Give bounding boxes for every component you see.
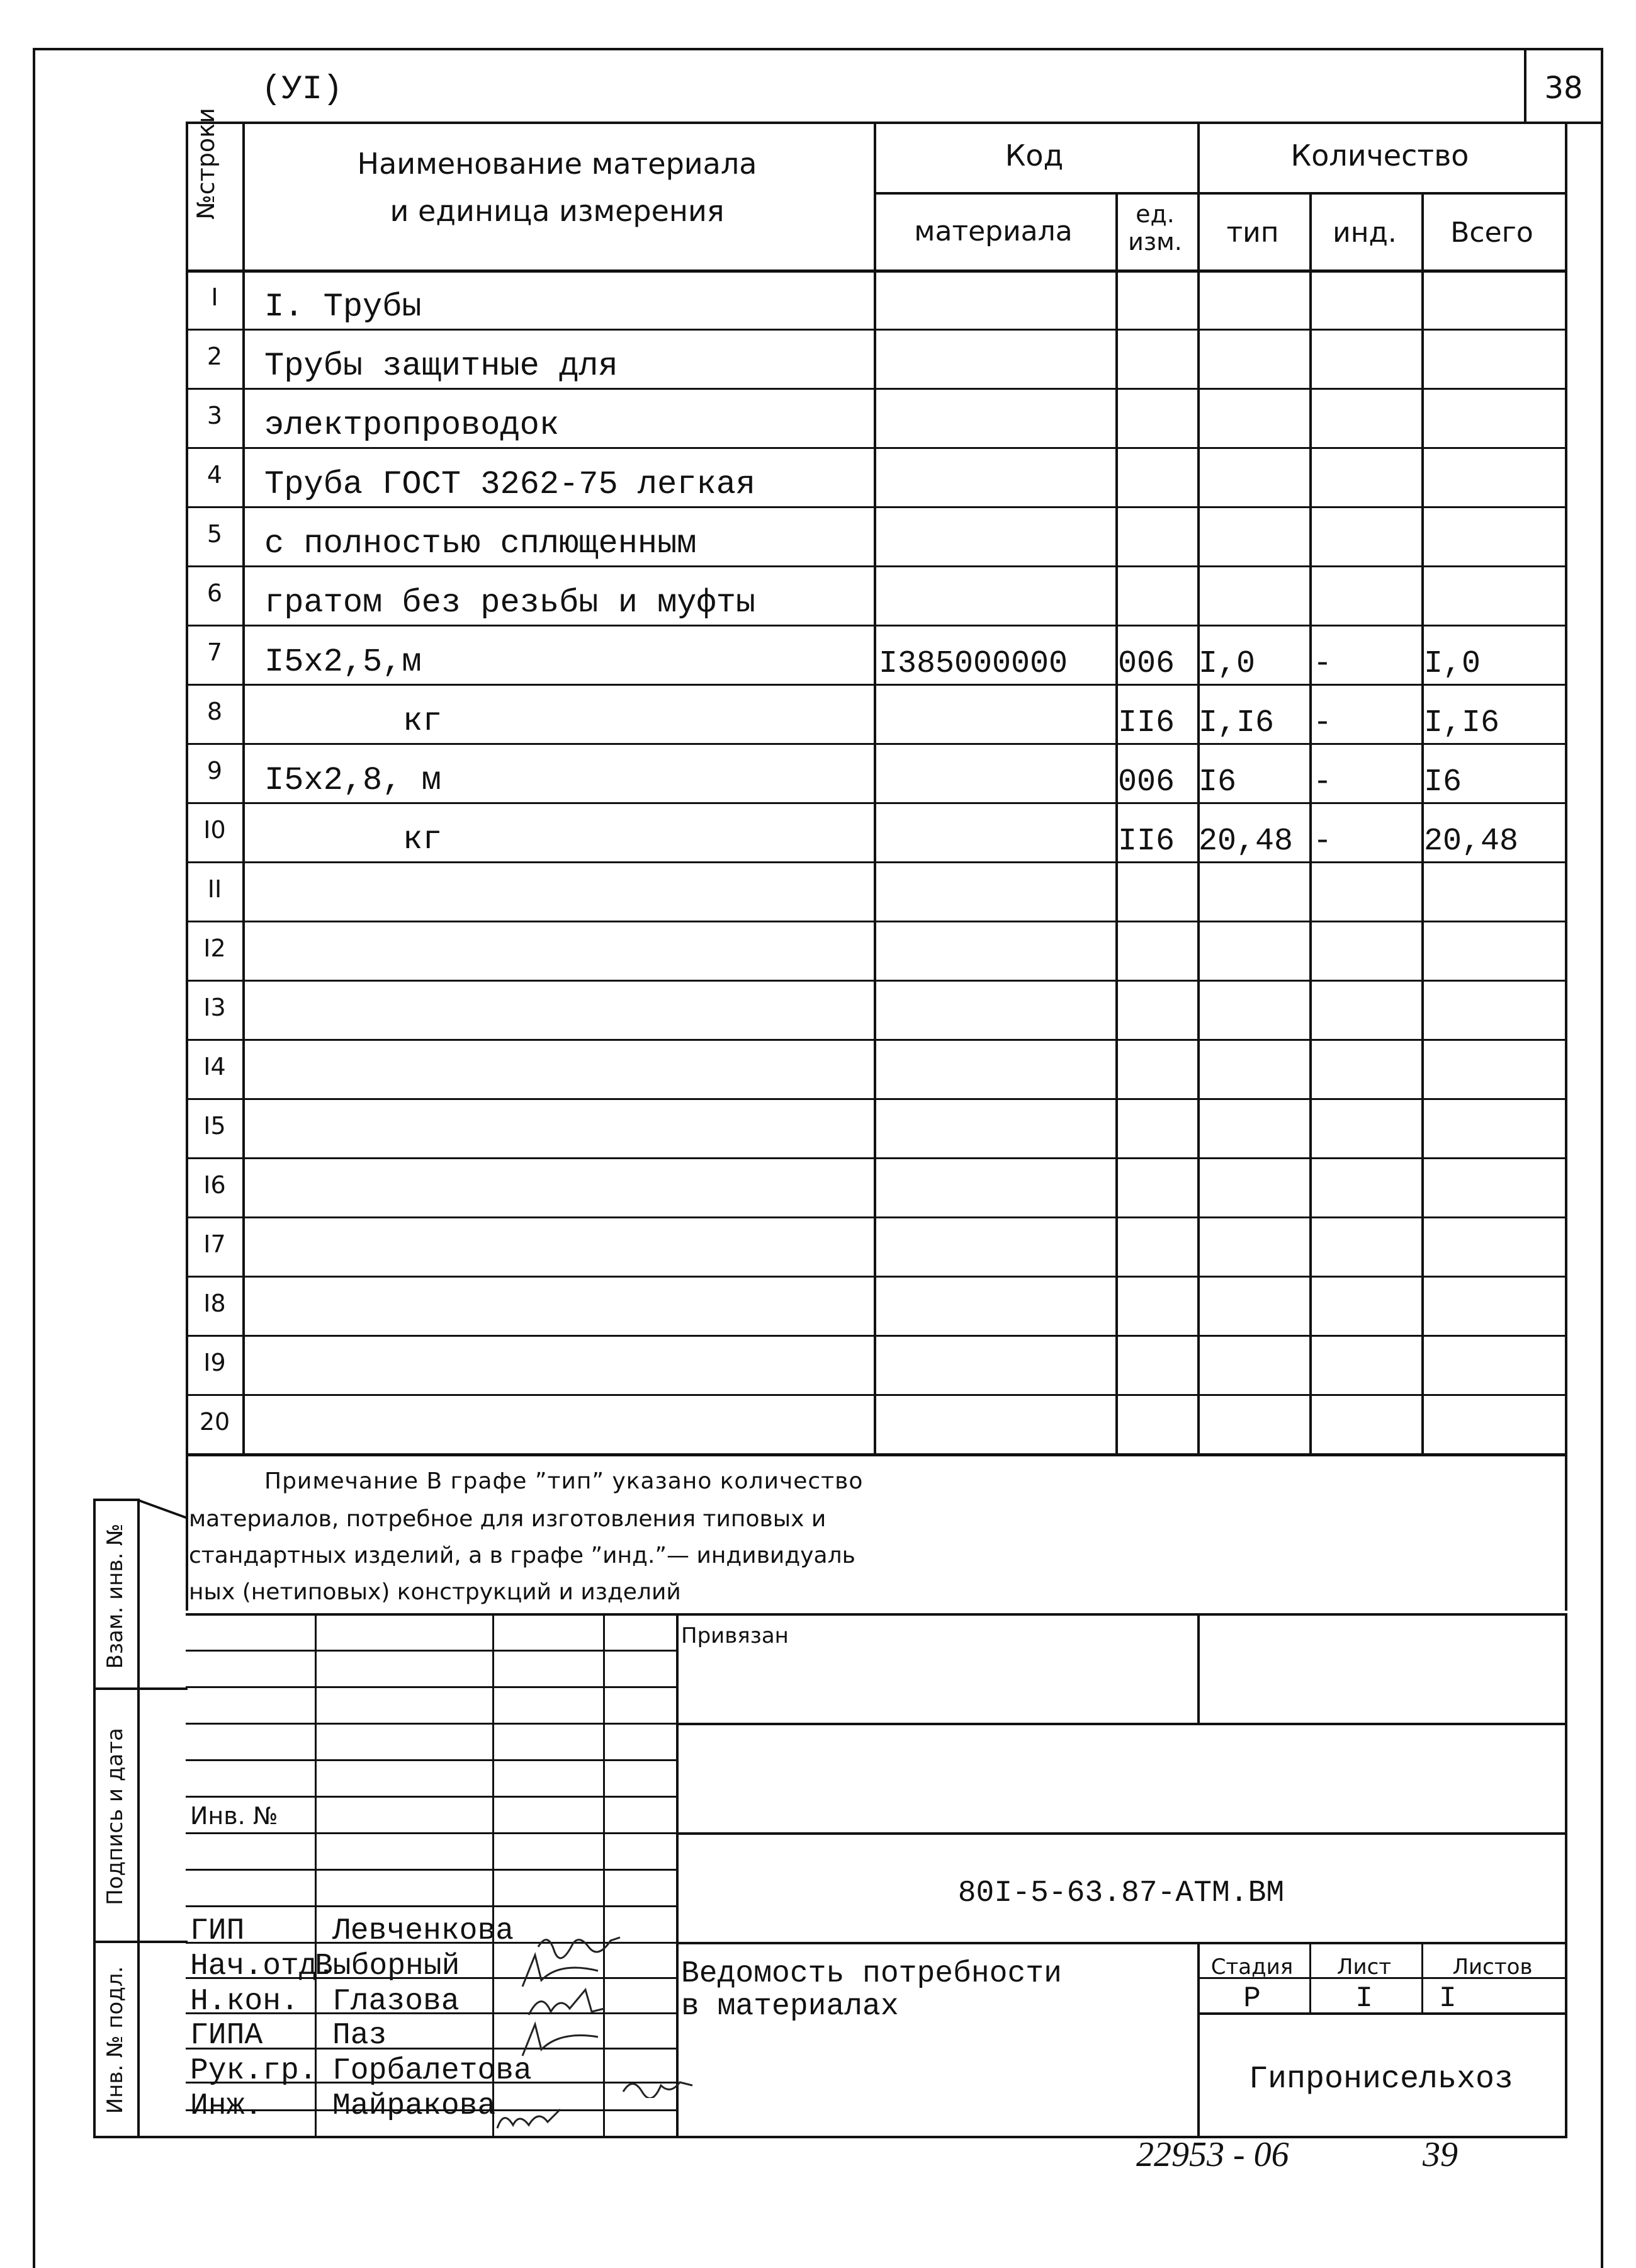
sheet-label-title: Лист [1336,1954,1392,1980]
title-block-row [186,1686,676,1688]
row-number: I0 [203,816,226,844]
frame-left [33,48,35,2268]
title-block-row [186,1869,676,1871]
row-unit: 006 [1118,764,1175,800]
row-qty-type: I6 [1199,764,1237,800]
table-subheader-line [874,192,1567,195]
note-right-border [1565,1453,1567,1611]
row-qty-ind: - [1313,705,1333,741]
title-block-row [186,1905,676,1907]
row-qty-type: I,I6 [1199,705,1275,741]
signatory-role: Н.кон. [190,1985,299,2019]
table-col-line [242,122,245,1453]
side-strip-top [93,1499,140,1501]
title-block-row [186,1650,676,1652]
title-block-row [186,1832,676,1834]
sheets-value: I [1439,1982,1457,2015]
stage-value: Р [1243,1982,1261,2015]
row-qty-total: 20,48 [1424,824,1519,859]
side-strip-left [93,1499,96,2138]
signatory-name: Выборный [315,1949,460,1983]
signatory-name: Майракова [332,2089,496,2123]
col-header-code-unit: ед. изм. [1128,200,1182,256]
row-number: 4 [206,461,223,489]
table-col-line [1421,192,1424,1453]
col-header-qty-total: Всего [1450,217,1533,249]
row-code: I385000000 [879,646,1068,682]
table-row-line [186,447,1567,449]
title-block-right [1565,1613,1567,2138]
note-line-1: Примечание В графе ”тип” указано количество [264,1468,864,1494]
col-header-row-no: №строки [192,108,220,220]
signatory-role: Нач.отд. [190,1949,336,1983]
signatory-name: Паз [332,2019,387,2053]
row-qty-type: I,0 [1199,646,1256,682]
table-row-line [186,506,1567,508]
signature-paz [516,2018,604,2062]
row-qty-type: 20,48 [1199,824,1294,859]
col-header-code-material: материала [914,215,1073,247]
row-unit: 006 [1118,646,1175,682]
sheet-label: (УI) [261,71,343,109]
table-row-line [186,921,1567,922]
stage-label: Стадия [1210,1954,1294,1980]
row-name: кг [403,703,443,740]
row-number: II [207,875,222,903]
col-header-code: Код [1005,139,1064,173]
title-block-row [186,1796,676,1798]
col-header-quantity: Количество [1290,139,1469,173]
signature-gorbaletova [620,2073,696,2098]
table-row-line [186,1276,1567,1278]
row-number: 3 [206,402,223,429]
side-strip-right [137,1499,140,2138]
organization-name: Гипронисельхоз [1248,2061,1514,2097]
table-row-line [186,1098,1567,1100]
row-qty-total: I,0 [1424,646,1481,682]
privyazan-label: Привязан [681,1623,789,1648]
title-block-privyazan-bottom [676,1723,1567,1725]
title-block-row [186,1759,676,1761]
table-row-line [186,388,1567,390]
table-row-line [186,329,1567,331]
privyazan-divider [1197,1613,1200,1723]
side-label-inv-podl: Инв. № подл. [103,1966,128,2114]
table-col-line [874,122,876,1453]
row-number: I4 [203,1053,226,1080]
row-name: кг [403,821,443,858]
sheets-label: Листов [1452,1954,1533,1980]
row-number: I7 [203,1230,226,1258]
title-block-row [186,1723,676,1725]
header-line [186,122,1603,124]
signature-mairakova [491,2103,567,2135]
table-bottom [186,1453,1567,1456]
row-number: I3 [203,994,226,1021]
row-number: I9 [203,1349,226,1376]
row-qty-ind: - [1313,824,1333,859]
row-qty-ind: - [1313,646,1333,682]
row-number: I2 [203,934,226,962]
inv-no-label: Инв. № [190,1802,278,1830]
col-header-name-line2: и единица измерения [390,194,725,228]
archive-page: 39 [1423,2135,1458,2174]
frame-top [33,48,1603,50]
signatory-name: Глазова [332,1985,460,2019]
row-number: 20 [199,1408,230,1436]
table-row-line [186,980,1567,982]
row-name: I5x2,8, м [264,762,441,799]
title-block-col-main [676,1613,679,2136]
row-number: 7 [206,638,223,666]
row-unit: II6 [1118,824,1175,859]
table-row-line [186,743,1567,745]
row-name: I. Трубы [264,288,422,326]
signatory-name: Левченкова [332,1914,514,1948]
table-row-line [186,1216,1567,1218]
table-right-border [1565,122,1567,1456]
signature-glazova [522,1983,611,2021]
row-name: электропроводок [264,407,560,444]
row-name: с полностью сплющенным [264,525,697,562]
row-number: 8 [206,698,223,725]
row-number: 2 [206,343,223,370]
row-unit: II6 [1118,705,1175,741]
row-number: I5 [203,1112,226,1140]
side-strip-div-2 [93,1941,188,1943]
title-block-code-top [676,1832,1567,1835]
side-strip-bottom [93,2136,188,2138]
row-number: 5 [206,520,223,548]
sheet-value: I [1355,1982,1373,2015]
row-qty-total: I,I6 [1424,705,1500,741]
signatory-role: ГИП [190,1914,245,1948]
table-row-line [186,802,1567,804]
row-name: Трубы защитные для [264,348,618,385]
row-qty-total: I6 [1424,764,1462,800]
side-strip-top-a [137,1499,188,1519]
signatory-role: ГИПА [190,2019,263,2053]
table-row-line [186,1335,1567,1337]
document-title-line-2: в материалах [681,1990,899,2024]
title-block-code-bottom [676,1942,1567,1944]
table-row-line [186,684,1567,686]
row-number: 9 [206,757,223,785]
signatory-role: Рук.гр. [190,2054,317,2088]
document-code: 80I-5-63.87-АТМ.ВМ [957,1876,1285,1910]
col-header-qty-type: тип [1226,217,1279,249]
row-name: I5x2,5,м [264,644,422,681]
col-header-name-line1: Наименование материала [357,147,757,181]
document-title-line-1: Ведомость потребности [681,1957,1062,1991]
table-col-line [1309,192,1312,1453]
table-row-line [186,1039,1567,1041]
table-row-line [186,625,1567,627]
table-row-line [186,1394,1567,1396]
signatory-role: Инж. [190,2089,263,2123]
note-line-2: материалов, потребное для изготовления типовых и [189,1506,826,1532]
row-name: гратом без резьбы и муфты [264,584,756,621]
side-label-vzam-inv: Взам. инв. № [103,1523,128,1669]
note-line-3: стандартных изделий, а в графе ”инд.”— индивидуаль [189,1543,855,1568]
title-block-bottom [186,2136,1567,2138]
table-header-bottom [186,269,1567,273]
row-number: I8 [203,1290,226,1317]
row-number: 6 [206,579,223,607]
page-number: 38 [1544,71,1583,106]
note-line-4: ных (нетиповых) конструкций и изделий [189,1579,681,1605]
table-row-line [186,565,1567,567]
side-label-podpis-data: Подпись и дата [103,1728,128,1905]
row-number: I [211,283,218,311]
table-row-line [186,1157,1567,1159]
title-block-top [186,1613,1567,1616]
row-qty-ind: - [1313,764,1333,800]
row-name: Труба ГОСТ 3262-75 легкая [264,466,756,503]
col-header-qty-ind: инд. [1333,217,1397,249]
row-number: I6 [203,1171,226,1199]
table-col-line [1115,192,1118,1453]
archive-number: 22953 - 06 [1136,2135,1289,2174]
signatory-name: Горбалетова [332,2054,532,2088]
table-row-line [186,861,1567,863]
frame-right [1601,48,1603,2268]
